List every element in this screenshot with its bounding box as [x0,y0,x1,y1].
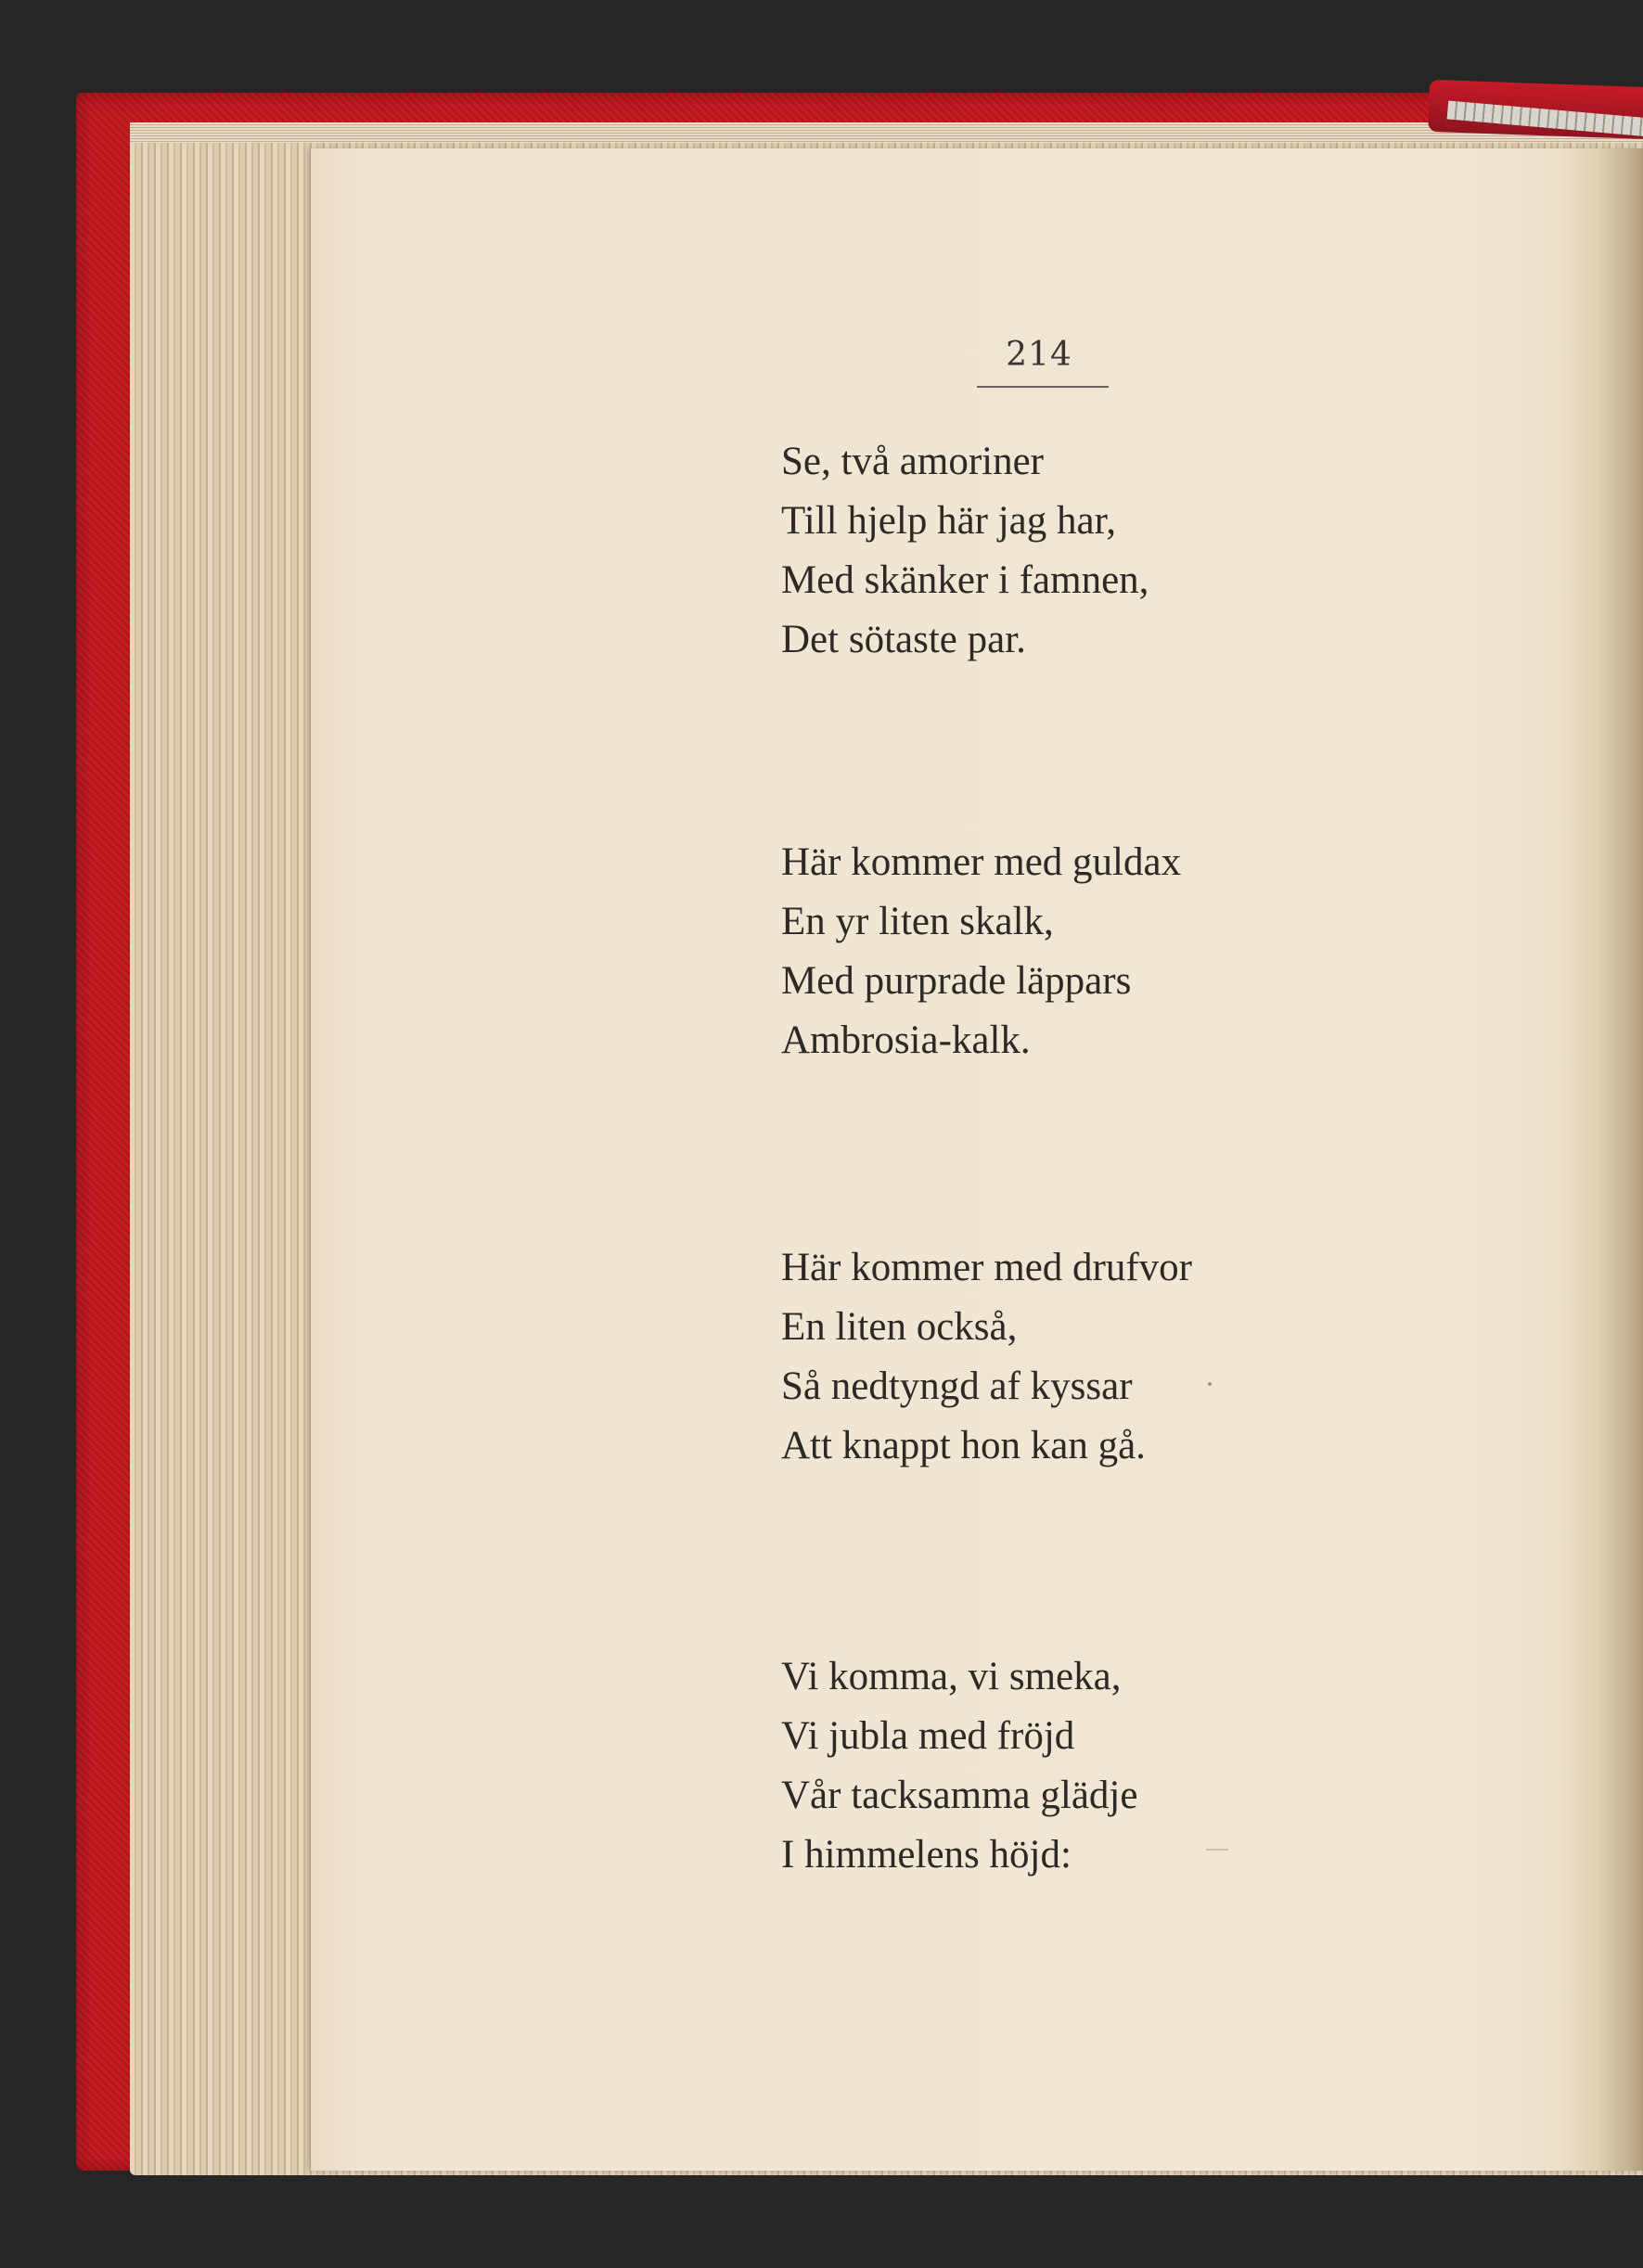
stanza-1 [781,432,1149,670]
page-number-rule [977,386,1109,388]
ink-speck [1208,1382,1212,1386]
verse-line: Vi komma, vi smeka, [781,1655,1122,1698]
verse-line: En liten också, [781,1305,1018,1349]
verse-line: Med purprade läppars [781,959,1132,1003]
verse-line: Här kommer med guldax [781,840,1182,884]
gutter-shadow [1597,148,1643,2171]
verse-line: I himmelens höjd: [781,1833,1072,1877]
verse-line: Med skänker i famnen, [781,558,1149,602]
verse-line: Att knappt hon kan gå. [781,1424,1146,1467]
page-top-edges [130,122,1643,143]
verse-line: Se, två amoriner [781,440,1044,483]
verse-line: Vi jubla med fröjd [781,1714,1075,1758]
verse-line: En yr liten skalk, [781,900,1054,943]
verse-line: Vår tacksamma glädje [781,1774,1138,1817]
stanza-4 [781,1647,1137,1885]
verse-line: Till hjelp här jag har, [781,499,1116,543]
verse-line: Det sötaste par. [781,618,1026,661]
verse-line: Här kommer med drufvor [781,1246,1192,1289]
verse-line: Ambrosia-kalk. [781,1019,1031,1062]
stanza-3 [781,1238,1192,1476]
page-number: 214 [1006,336,1072,374]
verse-line: Så nedtyngd af kyssar [781,1365,1133,1408]
ink-dash [1206,1849,1228,1851]
stanza-2 [781,833,1181,1070]
